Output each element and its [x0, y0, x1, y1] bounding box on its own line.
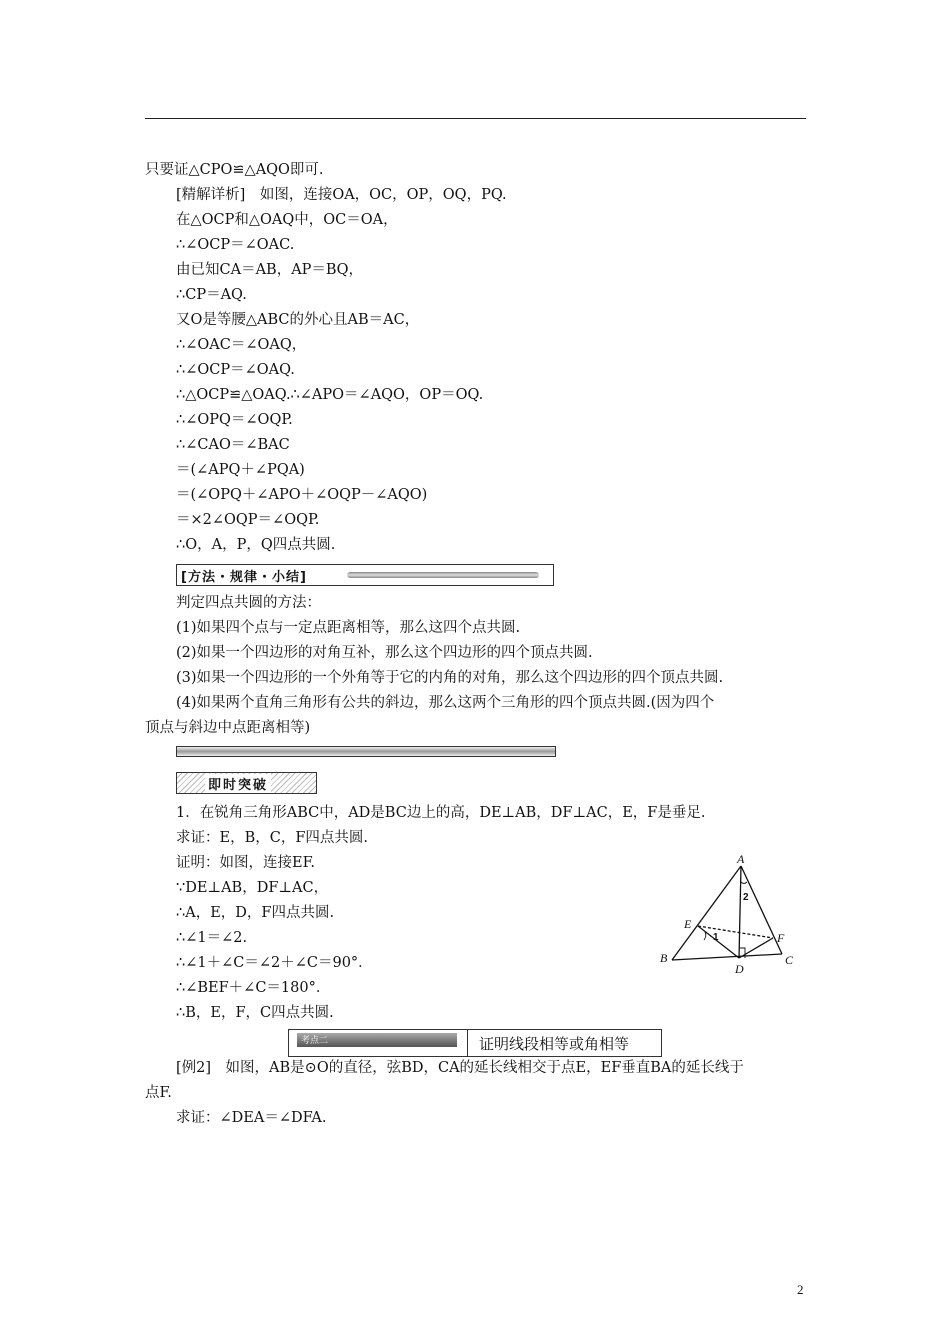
practice-line: ∴∠1＋∠C＝∠2＋∠C＝90°．	[176, 955, 373, 971]
section-divider	[467, 1030, 468, 1056]
example-line: 求证：∠DEA＝∠DFA.	[176, 1110, 327, 1126]
method-line: (3)如果一个四边形的一个外角等于它的内角的对角，那么这个四边形的四个顶点共圆.	[176, 670, 724, 686]
header-rule	[145, 118, 806, 119]
section-tag	[297, 1033, 457, 1047]
practice-line: ∴∠BEF＋∠C＝180°．	[176, 980, 331, 996]
label-b: B	[660, 951, 668, 965]
practice-line: 求证：E，B，C，F四点共圆.	[176, 830, 369, 846]
text-line: 由已知CA＝AB，AP＝BQ，	[176, 262, 363, 278]
label-angle-1: 1	[713, 932, 719, 943]
angle-1-arc	[704, 932, 706, 940]
label-a: A	[737, 852, 745, 866]
method-line: (2)如果一个四边形的对角互补，那么这个四边形的四个顶点共圆.	[176, 645, 593, 661]
practice-label: 即时突破	[205, 774, 271, 793]
text-line: ＝(∠OPQ＋∠APO＋∠OQP－∠AQO)	[176, 487, 428, 503]
practice-line: ∴∠1＝∠2.	[176, 930, 248, 946]
practice-line: ∵DE⊥AB，DF⊥AC，	[176, 880, 329, 896]
text-line: 在△OCP和△OAQ中，OC＝OA，	[176, 212, 398, 228]
section-tag-label: 考点二	[301, 1036, 329, 1046]
text-line: ∴O，A，P，Q四点共圆.	[176, 537, 336, 553]
method-summary-header	[176, 564, 554, 586]
example-line: [例2] 如图，AB是⊙O的直径，弦BD，CA的延长线相交于点E，EF垂直BA的延长线于	[176, 1060, 744, 1076]
method-line: (1)如果四个点与一定点距离相等，那么这四个点共圆.	[176, 620, 521, 636]
label-c: C	[785, 953, 794, 967]
page-number: 2	[797, 1282, 804, 1297]
label-e: E	[684, 917, 692, 931]
segment-ef	[698, 926, 773, 938]
section-header	[288, 1029, 662, 1057]
practice-line: 1．在锐角三角形ABC中，AD是BC边上的高，DE⊥AB，DF⊥AC，E，F是垂足.	[176, 805, 706, 821]
label-d: D	[735, 962, 744, 976]
text-line: ＝×2∠OQP＝∠OQP.	[176, 512, 320, 528]
section-title: 证明线段相等或角相等	[479, 1035, 630, 1053]
text-line: ∴∠OPQ＝∠OQP.	[176, 412, 293, 428]
text-line: [精解详析] 如图，连接OA，OC，OP，OQ，PQ.	[176, 187, 507, 203]
method-summary-label: [方法・规律・小结]	[181, 570, 307, 585]
angle-2-arc	[741, 882, 747, 884]
practice-line: ∴B，E，F，C四点共圆.	[176, 1005, 334, 1021]
text-line: ∴△OCP≌△OAQ.∴∠APO＝∠AQO，OP＝OQ.	[176, 387, 484, 403]
example-line: 点F.	[145, 1085, 172, 1101]
text-line: ∴∠OCP＝∠OAC.	[176, 237, 295, 253]
label-f: F	[777, 931, 785, 945]
triangle-figure	[655, 852, 800, 977]
method-line: (4)如果两个直角三角形有公共的斜边，那么这两个三角形的四个顶点共圆.(因为四个	[176, 695, 715, 711]
label-angle-2: 2	[743, 892, 749, 903]
method-line: 判定四点共圆的方法：	[176, 595, 321, 611]
text-line: 只要证△CPO≌△AQO即可.	[145, 162, 324, 178]
side-bc	[672, 954, 782, 960]
altitude-ad	[739, 866, 741, 958]
side-ac	[741, 866, 782, 954]
practice-line: 证明：如图，连接EF.	[176, 855, 315, 871]
text-line: ∴∠OAC＝∠OAQ，	[176, 337, 307, 353]
text-line: ∴CP＝AQ.	[176, 287, 247, 303]
method-line: 顶点与斜边中点距离相等)	[145, 720, 311, 736]
practice-header	[176, 772, 317, 794]
text-line: ∴∠OCP＝∠OAQ.	[176, 362, 295, 378]
text-line: 又O是等腰△ABC的外心且AB＝AC，	[176, 312, 420, 328]
practice-line: ∴A，E，D，F四点共圆.	[176, 905, 335, 921]
text-line: ∴∠CAO＝∠BAC	[176, 437, 290, 453]
method-summary-footer	[176, 746, 556, 757]
side-ab	[672, 866, 741, 960]
decorative-bar	[347, 572, 539, 578]
text-line: ＝(∠APQ＋∠PQA)	[176, 462, 305, 478]
